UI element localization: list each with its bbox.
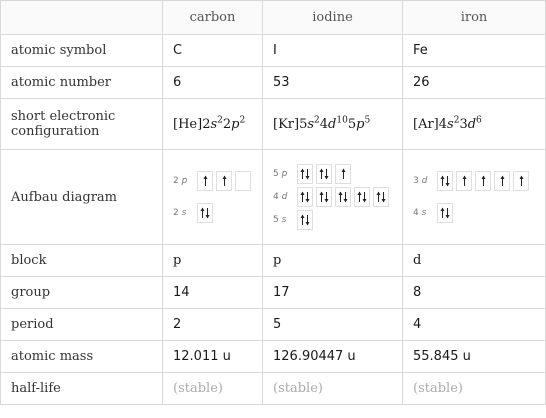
config-electron-count: 5 bbox=[364, 115, 371, 126]
aufbau-diagram bbox=[273, 164, 392, 230]
cell-iron-aufbau bbox=[403, 150, 546, 245]
subshell-number: 2 bbox=[173, 176, 179, 186]
spin-down-arrow-icon bbox=[362, 191, 367, 203]
cell-iodine: 17 bbox=[263, 277, 403, 309]
header-iron: iron bbox=[403, 1, 546, 35]
row-half-life bbox=[1, 373, 546, 405]
subshell-row bbox=[273, 187, 392, 207]
spin-down-arrow-icon bbox=[445, 207, 450, 219]
config-subshell-letter: s bbox=[210, 116, 218, 132]
row-label: atomic mass bbox=[1, 341, 163, 373]
row-label: half-life bbox=[1, 373, 163, 405]
orbital-box bbox=[235, 171, 251, 191]
cell-iodine: 126.90447 u bbox=[263, 341, 403, 373]
subshell-label bbox=[413, 208, 433, 218]
orbital-box bbox=[437, 171, 453, 191]
subshell-row bbox=[173, 171, 252, 191]
subshell-letter: s bbox=[181, 208, 187, 218]
spin-down-arrow-icon bbox=[305, 214, 310, 226]
cell-carbon: p bbox=[163, 245, 263, 277]
spin-down-arrow-icon bbox=[305, 191, 310, 203]
cell-carbon: 2 bbox=[163, 309, 263, 341]
orbital-boxes bbox=[297, 164, 351, 184]
cell-iodine: 53 bbox=[263, 67, 403, 99]
orbital-boxes bbox=[297, 187, 389, 207]
subshell-letter: s bbox=[421, 208, 427, 218]
row-period bbox=[1, 309, 546, 341]
cell-iron: 55.845 u bbox=[403, 341, 546, 373]
subshell-label bbox=[273, 192, 293, 202]
config-shell-number: 5 bbox=[347, 116, 357, 132]
orbital-box bbox=[197, 171, 213, 191]
spin-up-arrow-icon bbox=[462, 175, 467, 187]
cell-iodine: p bbox=[263, 245, 403, 277]
subshell-row bbox=[173, 203, 252, 223]
orbital-box bbox=[373, 187, 389, 207]
cell-iron: 8 bbox=[403, 277, 546, 309]
spin-up-arrow-icon bbox=[203, 175, 208, 187]
orbital-box bbox=[475, 171, 491, 191]
cell-iodine: I bbox=[263, 35, 403, 67]
spin-down-arrow-icon bbox=[205, 207, 210, 219]
spin-up-arrow-icon bbox=[481, 175, 486, 187]
aufbau-diagram bbox=[173, 171, 252, 223]
subshell-letter: d bbox=[281, 192, 288, 202]
config-subshell-letter: s bbox=[447, 116, 454, 132]
orbital-boxes bbox=[197, 203, 213, 223]
config-shell-number: 2 bbox=[222, 116, 232, 132]
cell-carbon: 12.011 u bbox=[163, 341, 263, 373]
subshell-number: 5 bbox=[273, 215, 279, 225]
config-core: [Ar] bbox=[413, 116, 439, 132]
orbital-box bbox=[216, 171, 232, 191]
subshell-number: 5 bbox=[273, 169, 279, 179]
cell-iron: 26 bbox=[403, 67, 546, 99]
orbital-boxes bbox=[437, 171, 529, 191]
orbital-box bbox=[456, 171, 472, 191]
row-group bbox=[1, 277, 546, 309]
orbital-box bbox=[316, 164, 332, 184]
config-subshell-letter: d bbox=[467, 116, 477, 132]
subshell-label bbox=[413, 176, 433, 186]
aufbau-diagram bbox=[413, 171, 535, 223]
row-atomic-mass bbox=[1, 341, 546, 373]
spin-up-arrow-icon bbox=[341, 168, 346, 180]
subshell-row bbox=[413, 203, 535, 223]
spin-up-arrow-icon bbox=[222, 175, 227, 187]
config-shell-number: 4 bbox=[438, 116, 448, 132]
cell-iron: d bbox=[403, 245, 546, 277]
subshell-row bbox=[273, 210, 392, 230]
cell-carbon: 6 bbox=[163, 67, 263, 99]
row-label: block bbox=[1, 245, 163, 277]
config-subshell-letter: s bbox=[307, 116, 315, 132]
config-core: [Kr] bbox=[273, 116, 300, 132]
cell-iron: 4 bbox=[403, 309, 546, 341]
spin-down-arrow-icon bbox=[381, 191, 386, 203]
config-shell-number: 2 bbox=[202, 116, 211, 132]
config-subshell-letter: p bbox=[356, 116, 365, 132]
subshell-row bbox=[413, 171, 535, 191]
row-aufbau-diagram bbox=[1, 150, 546, 245]
orbital-box bbox=[297, 164, 313, 184]
header-iodine: iodine bbox=[263, 1, 403, 35]
orbital-box bbox=[513, 171, 529, 191]
orbital-box bbox=[354, 187, 370, 207]
spin-up-arrow-icon bbox=[500, 175, 505, 187]
config-electron-count: 2 bbox=[239, 115, 246, 126]
cell-iron: (stable) bbox=[403, 373, 546, 405]
header-carbon: carbon bbox=[163, 1, 263, 35]
spin-down-arrow-icon bbox=[305, 168, 310, 180]
cell-iodine-aufbau bbox=[263, 150, 403, 245]
config-shell-number: 3 bbox=[459, 116, 468, 132]
cell-iron: Fe bbox=[403, 35, 546, 67]
subshell-letter: s bbox=[281, 215, 287, 225]
subshell-label bbox=[273, 169, 293, 179]
orbital-box bbox=[335, 164, 351, 184]
row-label: atomic symbol bbox=[1, 35, 163, 67]
cell-iodine: (stable) bbox=[263, 373, 403, 405]
row-atomic-symbol bbox=[1, 35, 546, 67]
orbital-box bbox=[297, 210, 313, 230]
spin-down-arrow-icon bbox=[324, 168, 329, 180]
config-shell-number: 4 bbox=[319, 116, 329, 132]
subshell-number: 4 bbox=[413, 208, 419, 218]
spin-down-arrow-icon bbox=[445, 175, 450, 187]
cell-carbon: 14 bbox=[163, 277, 263, 309]
orbital-box bbox=[316, 187, 332, 207]
subshell-letter: p bbox=[181, 176, 188, 186]
cell-carbon-aufbau bbox=[163, 150, 263, 245]
subshell-label bbox=[173, 176, 193, 186]
row-label: period bbox=[1, 309, 163, 341]
config-core: [He] bbox=[173, 116, 203, 132]
row-label: atomic number bbox=[1, 67, 163, 99]
subshell-number: 3 bbox=[413, 176, 419, 186]
config-subshell-letter: p bbox=[231, 116, 240, 132]
config-electron-count: 6 bbox=[476, 115, 482, 126]
config-electron-count: 10 bbox=[336, 115, 348, 126]
cell-iodine-config bbox=[263, 99, 403, 150]
header-empty-cell bbox=[1, 1, 163, 35]
orbital-boxes bbox=[197, 171, 251, 191]
spin-down-arrow-icon bbox=[324, 191, 329, 203]
row-label: short electronic configuration bbox=[1, 99, 163, 150]
row-label: group bbox=[1, 277, 163, 309]
subshell-label bbox=[273, 215, 293, 225]
header-row bbox=[1, 1, 546, 35]
subshell-number: 2 bbox=[173, 208, 179, 218]
row-atomic-number bbox=[1, 67, 546, 99]
config-electron-count: 2 bbox=[314, 115, 320, 126]
orbital-box bbox=[335, 187, 351, 207]
spin-up-arrow-icon bbox=[519, 175, 524, 187]
spin-down-arrow-icon bbox=[343, 191, 348, 203]
cell-iodine: 5 bbox=[263, 309, 403, 341]
row-electronic-configuration bbox=[1, 99, 546, 150]
row-label: Aufbau diagram bbox=[1, 150, 163, 245]
orbital-boxes bbox=[437, 203, 453, 223]
cell-carbon: (stable) bbox=[163, 373, 263, 405]
config-electron-count: 2 bbox=[217, 115, 223, 126]
subshell-label bbox=[173, 208, 193, 218]
config-electron-count: 2 bbox=[453, 115, 460, 126]
subshell-row bbox=[273, 164, 392, 184]
orbital-box bbox=[197, 203, 213, 223]
subshell-letter: d bbox=[421, 176, 428, 186]
cell-iron-config bbox=[403, 99, 546, 150]
cell-carbon-config bbox=[163, 99, 263, 150]
orbital-box bbox=[437, 203, 453, 223]
orbital-box bbox=[494, 171, 510, 191]
cell-carbon: C bbox=[163, 35, 263, 67]
config-subshell-letter: d bbox=[328, 116, 337, 132]
config-shell-number: 5 bbox=[299, 116, 308, 132]
row-block bbox=[1, 245, 546, 277]
subshell-letter: p bbox=[281, 169, 288, 179]
orbital-boxes bbox=[297, 210, 313, 230]
orbital-box bbox=[297, 187, 313, 207]
subshell-number: 4 bbox=[273, 192, 279, 202]
